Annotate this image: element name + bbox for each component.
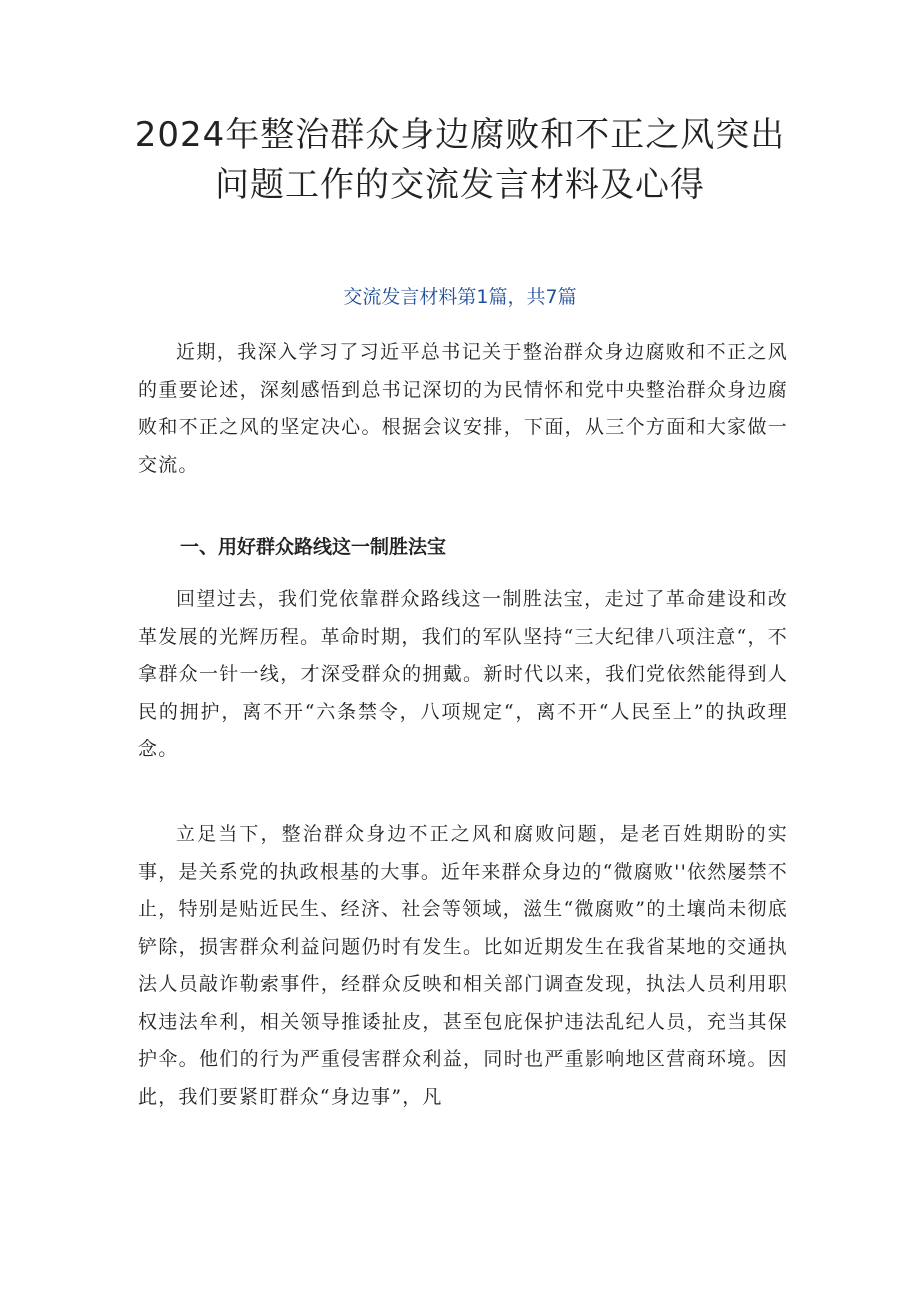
title-line-1: 2024年整治群众身边腐败和不正之风突出: [134, 115, 786, 155]
paragraph-history: 回望过去，我们党依靠群众路线这一制胜法宝，走过了革命建设和改革发展的光辉历程。革命时期，我们的军队坚持“三大纪律八项注意“，不拿群众一针一线，才深受群众的拥戴。新时代以来，我们党依然能得到人民的拥护，离不开“六条禁令，八项规定“，离不开“人民至上”的执政理念。: [138, 588, 788, 760]
paragraph-present: 立足当下，整治群众身边不正之风和腐败问题，是老百姓期盼的实事，是关系党的执政根基的大事。近年来群众身边的“微腐败''依然屡禁不止，特别是贴近民生、经济、社会等领域，滋生“微腐败”的土壤尚未彻底铲除，损害群众利益问题仍时有发生。比如近期发生在我省某地的交通执法人员敲诈勒索事件，经群众反映和相关部门调查发现，执法人员利用职权违法牟利，相关领导推诿扯皮，甚至包庇保护违法乱纪人员，充当其保护伞。他们的行为严重侵害群众利益，同时也严重影响地区营商环境。因此，我们要紧盯群众“身边事”，凡: [138, 823, 788, 1108]
document-title: [100, 110, 820, 210]
paragraph-intro: 近期，我深入学习了习近平总书记关于整治群众身边腐败和不正之风的重要论述，深刻感悟到总书记深切的为民情怀和党中央整治群众身边腐败和不正之风的坚定决心。根据会议安排，下面，从三个方面和大家做一交流。: [138, 341, 788, 476]
title-line-2: 问题工作的交流发言材料及心得: [215, 165, 705, 205]
section-heading: 一、用好群众路线这一制胜法宝: [180, 536, 447, 558]
document-subtitle: 交流发言材料第1篇，共7篇: [343, 286, 577, 308]
